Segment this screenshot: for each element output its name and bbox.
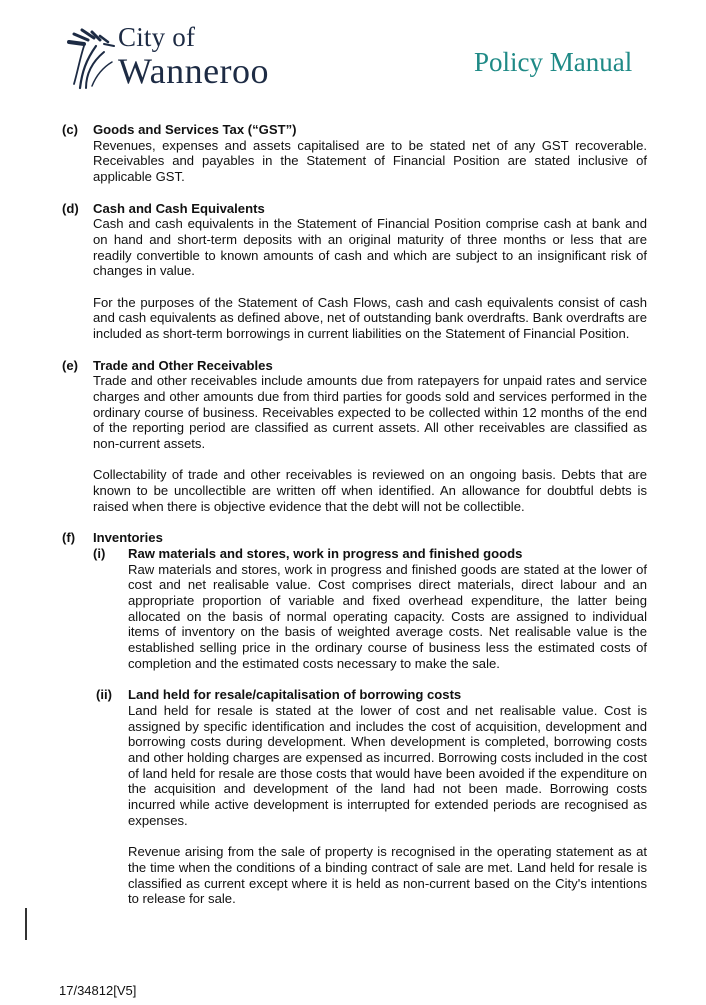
subsection-heading: Raw materials and stores, work in progress and finished goods xyxy=(128,545,523,561)
paragraph: Raw materials and stores, work in progress and finished goods are stated at the lower of cost and net realisable value. Cost comprises direct materials, direct labour and an appropriate proportion of variable and fixed overhead expenditure, the latter being allocated on the basis of normal operating capacity. Costs are assigned to individual items of inventory on the basis of weighted average costs. Net realisable value is the established selling price in the ordinary course of business less the estimated costs of completion and the estimated costs necessary to make the sale. xyxy=(128,561,647,671)
document-body xyxy=(62,122,647,923)
subsection-label: (i) xyxy=(93,545,106,561)
subsection-label: (ii) xyxy=(96,687,112,703)
section-heading: Trade and Other Receivables xyxy=(93,357,273,373)
subsection-heading: Land held for resale/capitalisation of borrowing costs xyxy=(128,687,462,703)
subsection-raw-materials xyxy=(93,546,647,672)
section-label: (f) xyxy=(62,530,76,546)
section-label: (e) xyxy=(62,357,79,373)
section-heading: Goods and Services Tax (“GST”) xyxy=(93,122,297,137)
revision-change-bar xyxy=(25,908,27,940)
paragraph: For the purposes of the Statement of Cash Flows, cash and cash equivalents consist of cash and cash equivalents as defined above, net of outstanding bank overdrafts. Bank overdrafts are included as short-term borrowings in current liabilities on the Statement of Financial Position. xyxy=(93,294,647,342)
paragraph: Revenues, expenses and assets capitalised are to be stated net of any GST recoverable. Receivables and payables in the Statement of Financial Position are stated inclusive of applicable GST. xyxy=(93,137,647,185)
paragraph: Revenue arising from the sale of property is recognised in the operating statement as at the time when the conditions of a binding contract of sale are met. Land held for resale is classified as current except where it is held as non-current based on the City's intentions to release for sale. xyxy=(128,844,647,907)
paragraph: Land held for resale is stated at the lower of cost and net realisable value. Cost is assigned by specific identification and includes the cost of acquisition, development and borrowing costs during development. When development is completed, borrowing costs and other holding charges are expensed as incurred. Borrowing costs included in the cost of land held for resale are those costs that would have been avoided if the expenditure on the acquisition and development of the land had not been made. Borrowing costs incurred while active development is interrupted for extended periods are recognised as expenses. xyxy=(128,702,647,828)
kangaroo-paw-icon xyxy=(66,24,118,90)
city-of-wanneroo-logo xyxy=(66,24,306,94)
section-label: (d) xyxy=(62,200,79,216)
section-gst xyxy=(62,122,647,185)
paragraph: Trade and other receivables include amounts due from ratepayers for unpaid rates and service charges and other amounts due from third parties for goods sold and services performed in the ordinary course of business. Receivables expected to be collected within 12 months of the end of the reporting period are classified as current assets. All other receivables are classified as non-current assets. xyxy=(93,373,647,452)
section-heading: Cash and Cash Equivalents xyxy=(93,200,265,216)
paragraph: Collectability of trade and other receivables is reviewed on an ongoing basis. Debts that are known to be uncollectible are written off when identified. An allowance for doubtful debts is raised when there is objective evidence that the debt will not be collectible. xyxy=(93,467,647,514)
section-label: (c) xyxy=(62,122,79,137)
logo-text-wanneroo: Wanneroo xyxy=(118,51,270,91)
document-reference: 17/34812[V5] xyxy=(59,983,137,998)
page-header-title: Policy Manual xyxy=(474,47,633,77)
subsection-land-held-for-resale xyxy=(93,687,647,907)
section-inventories xyxy=(62,530,647,907)
section-heading: Inventories xyxy=(93,530,163,546)
section-trade-receivables xyxy=(62,358,647,515)
paragraph: Cash and cash equivalents in the Statement of Financial Position comprise cash at bank and on hand and short-term deposits with an original maturity of three months or less that are readily convertible to known amounts of cash and which are subject to an insignificant risk of changes in value. xyxy=(93,216,647,279)
section-cash-equivalents xyxy=(62,201,647,342)
logo-text-city-of: City of xyxy=(118,22,196,52)
